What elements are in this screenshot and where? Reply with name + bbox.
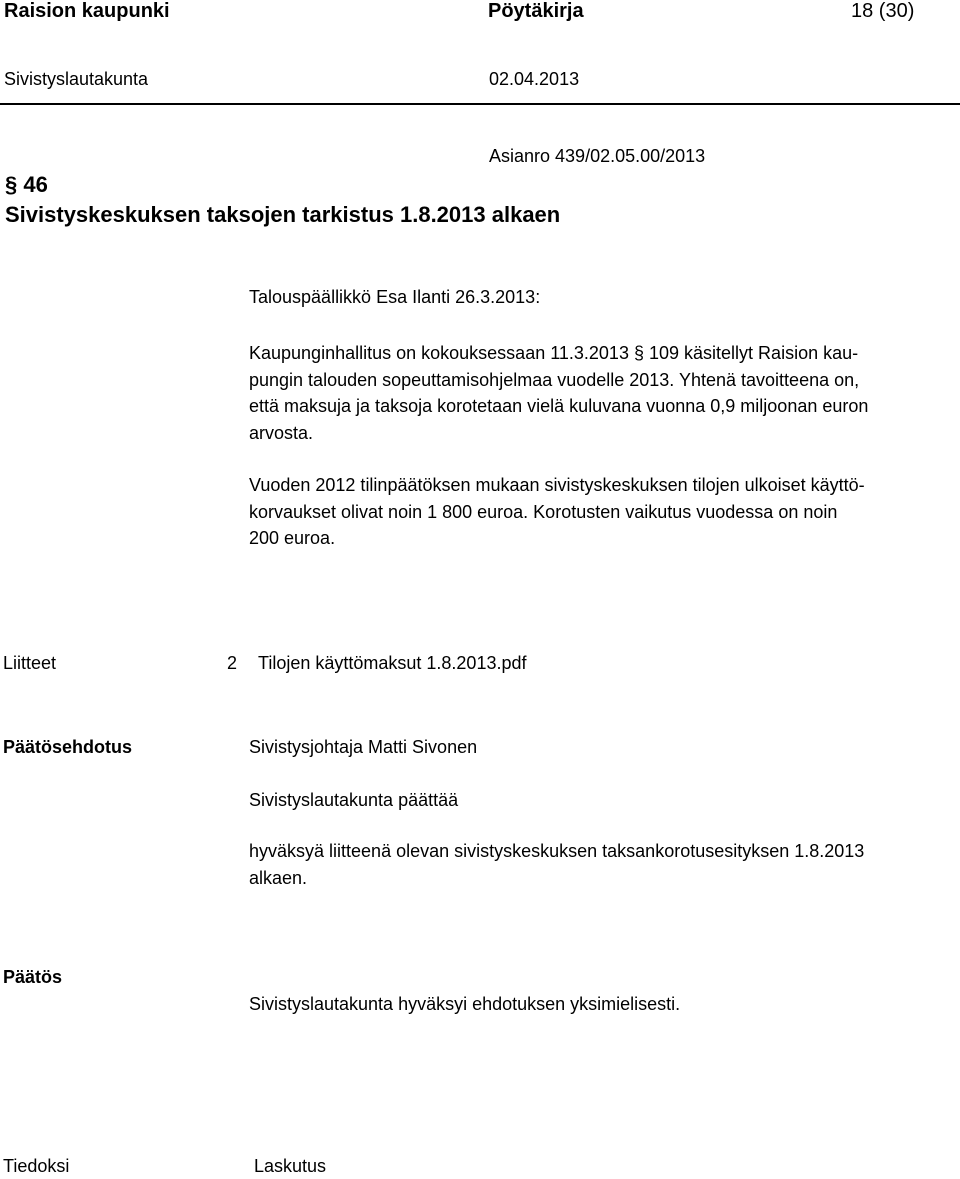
proposal-text bbox=[249, 838, 959, 891]
decision-text: Sivistyslautakunta hyväksyi ehdotuksen yksimielisesti. bbox=[249, 994, 681, 1014]
proposal-label: Päätösehdotus bbox=[3, 737, 133, 757]
proposal-text-line-2: alkaen. bbox=[249, 867, 308, 888]
section-symbol: § bbox=[5, 172, 18, 197]
committee-name: Sivistyslautakunta bbox=[4, 69, 149, 89]
preparer-text: Talouspäällikkö Esa Ilanti 26.3.2013: bbox=[249, 287, 541, 307]
organization-name: Raision kaupunki bbox=[4, 0, 170, 22]
attachment-number: 2 bbox=[227, 653, 238, 673]
case-title: Sivistyskeskuksen taksojen tarkistus 1.8.2013 alkaen bbox=[5, 202, 561, 227]
proposal-text-line-1: hyväksyä liitteenä olevan sivistyskeskuksen taksankorotusesityksen 1.8.2013 bbox=[249, 841, 865, 861]
section-heading bbox=[5, 170, 48, 200]
decision-label: Päätös bbox=[3, 967, 63, 987]
para1-section-symbol: § bbox=[633, 343, 644, 363]
meeting-date: 02.04.2013 bbox=[489, 69, 580, 89]
attachment-file-link[interactable]: Tilojen käyttömaksut 1.8.2013.pdf bbox=[258, 653, 527, 673]
paragraph-2 bbox=[249, 472, 959, 552]
preparer-line bbox=[249, 284, 959, 311]
page-number: 18 (30) bbox=[851, 0, 915, 22]
footer-tiedoksi: Tiedoksi bbox=[3, 1156, 70, 1176]
document-type: Pöytäkirja bbox=[488, 0, 584, 22]
header-divider bbox=[0, 103, 960, 105]
paragraph-1-line-1 bbox=[249, 340, 959, 367]
paragraph-1-line-2: pungin talouden sopeuttamisohjelmaa vuodelle 2013. Yhtenä tavoitteena on, bbox=[249, 369, 860, 390]
footer-laskutus: Laskutus bbox=[254, 1156, 327, 1176]
case-reference: Asianro 439/02.05.00/2013 bbox=[489, 146, 706, 166]
para1-line1-end: 109 käsitellyt Raision kau- bbox=[649, 343, 859, 363]
proposal-decider: Sivistyslautakunta päättää bbox=[249, 790, 459, 810]
paragraph-2-line-2: korvaukset olivat noin 1 800 euroa. Korotusten vaikutus vuodessa on noin bbox=[249, 501, 838, 522]
attachments-label: Liitteet bbox=[3, 653, 57, 673]
para1-line1-start: Kaupunginhallitus on kokouksessaan 11.3.2013 bbox=[249, 343, 629, 363]
paragraph-1-line-4: arvosta. bbox=[249, 422, 314, 443]
paragraph-1 bbox=[249, 340, 959, 446]
paragraph-1-line-3: että maksuja ja taksoja korotetaan vielä kuluvana vuonna 0,9 miljoonan euron bbox=[249, 396, 869, 416]
paragraph-2-line-1: Vuoden 2012 tilinpäätöksen mukaan sivistyskeskuksen tilojen ulkoiset käyttö- bbox=[249, 475, 865, 495]
paragraph-2-line-3: 200 euroa. bbox=[249, 528, 336, 548]
section-number: 46 bbox=[23, 172, 48, 197]
proposal-presenter: Sivistysjohtaja Matti Sivonen bbox=[249, 737, 478, 757]
